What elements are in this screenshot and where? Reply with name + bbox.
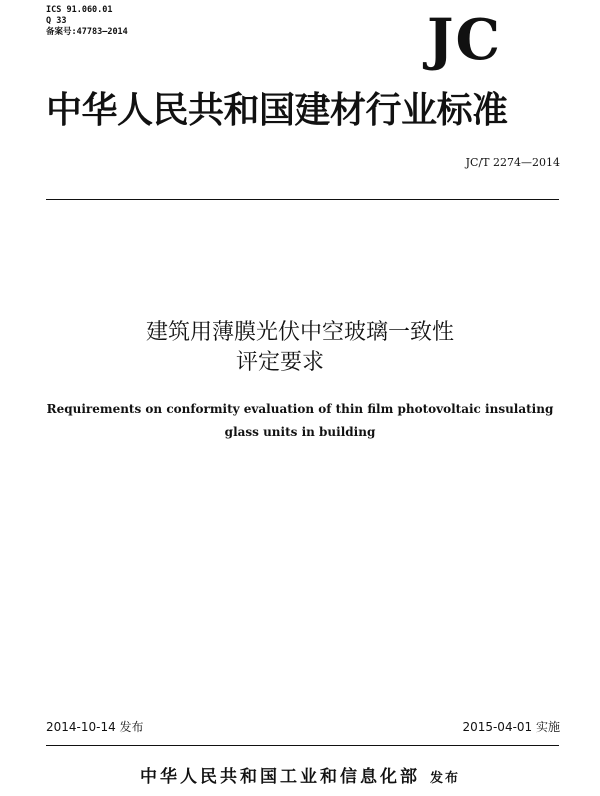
industry-standard-title: 中华人民共和国建材行业标准	[46, 90, 508, 131]
title-english-line-2: glass units in building	[224, 425, 376, 439]
ics-code: ICS 91.060.01	[46, 5, 113, 15]
standard-number: JC/T 2274—2014	[465, 156, 560, 169]
implementation-date: 2015-04-01 实施	[462, 720, 560, 734]
title-chinese-line-1: 建筑用薄膜光伏中空玻璃一致性	[145, 320, 454, 345]
publisher-line	[0, 766, 600, 790]
publisher-suffix: 发布	[429, 771, 460, 786]
jc-logo: JC	[427, 7, 503, 73]
ccs-code: Q 33	[46, 16, 67, 26]
top-divider	[46, 199, 559, 200]
title-chinese-line-2: 评定要求	[235, 350, 324, 375]
filing-number: 备案号:47783—2014	[46, 27, 128, 37]
bottom-divider	[46, 745, 559, 746]
publisher-name: 中华人民共和国工业和信息化部	[139, 767, 420, 787]
title-english-line-1: Requirements on conformity evaluation of thin film photovoltaic insulating	[46, 402, 554, 416]
issue-date: 2014-10-14 发布	[46, 720, 144, 734]
